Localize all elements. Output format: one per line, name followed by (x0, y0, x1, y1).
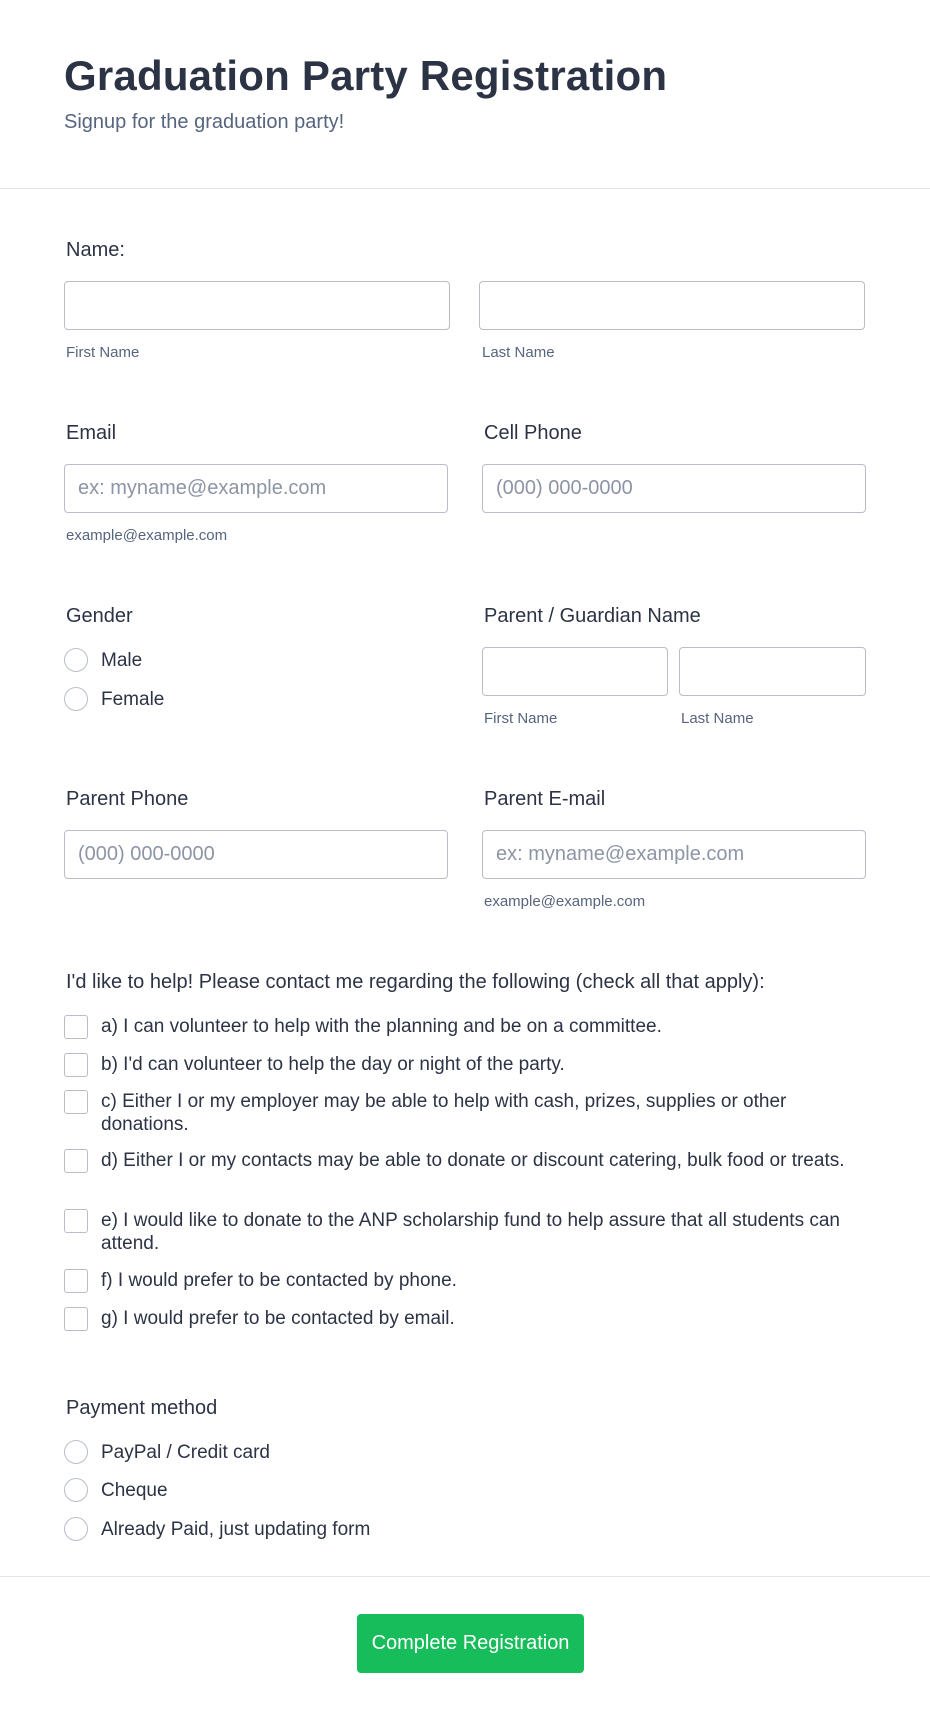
parent-email-input[interactable] (482, 830, 866, 879)
radio-button[interactable] (64, 1440, 88, 1464)
gender-option-female[interactable] (64, 687, 164, 711)
gender-option-male[interactable] (64, 648, 142, 672)
payment-option-paypal[interactable] (64, 1440, 270, 1464)
parent-name-label: Parent / Guardian Name (484, 605, 701, 627)
option-label: g) I would prefer to be contacted by email. (101, 1308, 455, 1329)
checkbox[interactable] (64, 1307, 88, 1331)
last-name-input[interactable] (479, 281, 865, 330)
page-subtitle: Signup for the graduation party! (64, 111, 345, 133)
option-label: PayPal / Credit card (101, 1442, 270, 1463)
radio-button[interactable] (64, 648, 88, 672)
parent-first-name-sublabel: First Name (484, 710, 558, 727)
checkbox[interactable] (64, 1269, 88, 1293)
parent-last-name-sublabel: Last Name (681, 710, 754, 727)
payment-label: Payment method (66, 1397, 218, 1419)
option-label: Already Paid, just updating form (101, 1519, 371, 1540)
checkbox[interactable] (64, 1015, 88, 1039)
option-label: f) I would prefer to be contacted by phone. (101, 1270, 457, 1291)
email-input[interactable] (64, 464, 448, 513)
parent-last-name-input[interactable] (679, 647, 866, 696)
parent-phone-input[interactable] (64, 830, 448, 879)
parent-phone-label: Parent Phone (66, 788, 189, 810)
first-name-input[interactable] (64, 281, 450, 330)
radio-button[interactable] (64, 1478, 88, 1502)
help-option-c[interactable] (64, 1090, 864, 1136)
option-label: c) Either I or my employer may be able to help with cash, prizes, supplies or other donations. (101, 1091, 787, 1135)
payment-option-already-paid[interactable] (64, 1517, 370, 1541)
page-title: Graduation Party Registration (64, 52, 668, 99)
name-label: Name: (66, 239, 125, 261)
help-option-f[interactable] (64, 1269, 864, 1293)
checkbox[interactable] (64, 1209, 88, 1233)
help-label: I'd like to help! Please contact me regarding the following (check all that apply): (66, 971, 765, 993)
parent-email-sublabel: example@example.com (484, 893, 646, 910)
checkbox[interactable] (64, 1090, 88, 1114)
parent-first-name-input[interactable] (482, 647, 668, 696)
parent-email-label: Parent E-mail (484, 788, 606, 810)
cell-phone-label: Cell Phone (484, 422, 582, 444)
help-option-g[interactable] (64, 1307, 864, 1331)
help-option-a[interactable] (64, 1015, 864, 1039)
checkbox[interactable] (64, 1053, 88, 1077)
email-sublabel: example@example.com (66, 527, 228, 544)
email-label: Email (66, 422, 117, 444)
option-label: a) I can volunteer to help with the planning and be on a committee. (101, 1016, 662, 1037)
option-label: Cheque (101, 1480, 168, 1501)
form-header (0, 0, 930, 189)
help-option-e[interactable] (64, 1209, 864, 1255)
gender-label: Gender (66, 605, 133, 627)
radio-button[interactable] (64, 687, 88, 711)
option-label: e) I would like to donate to the ANP scholarship fund to help assure that all students can attend. (101, 1210, 840, 1254)
help-option-d[interactable] (64, 1149, 864, 1173)
cell-phone-input[interactable] (482, 464, 866, 513)
option-label: Female (101, 689, 165, 710)
option-label: d) Either I or my contacts may be able to donate or discount catering, bulk food or treats. (101, 1150, 845, 1171)
help-option-b[interactable] (64, 1053, 864, 1077)
complete-registration-button[interactable]: Complete Registration (357, 1614, 584, 1673)
payment-option-cheque[interactable] (64, 1478, 168, 1502)
checkbox[interactable] (64, 1149, 88, 1173)
option-label: Male (101, 650, 143, 671)
last-name-sublabel: Last Name (482, 344, 555, 361)
first-name-sublabel: First Name (66, 344, 140, 361)
option-label: b) I'd can volunteer to help the day or night of the party. (101, 1054, 565, 1075)
radio-button[interactable] (64, 1517, 88, 1541)
